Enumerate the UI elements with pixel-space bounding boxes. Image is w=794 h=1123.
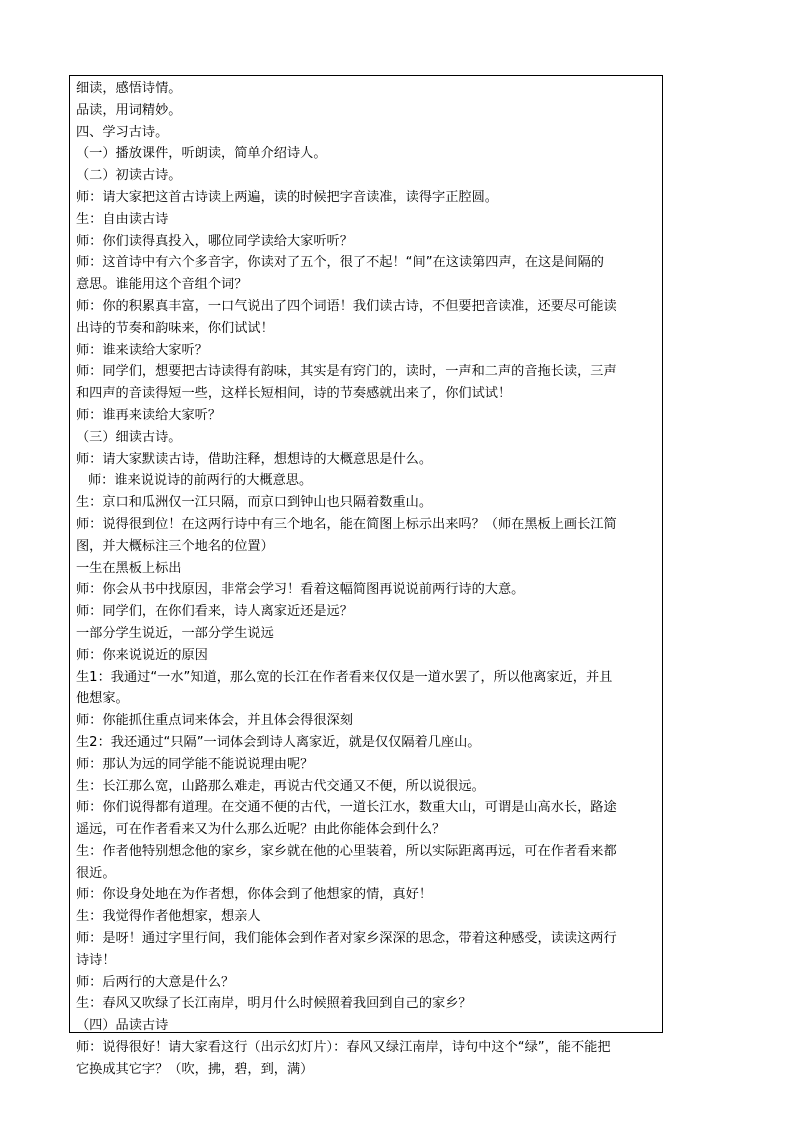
text-line: 细读，感悟诗情。	[76, 81, 182, 96]
text-line: 生：作者他特别想念他的家乡，家乡就在他的心里装着，所以实际距离再远，可在作者看来都	[76, 843, 617, 859]
text-line: 师：请大家把这首古诗读上两遍，读的时候把字音读准，读得字正腔圆。	[76, 189, 498, 205]
text-line: 生1：我通过“一水”知道，那么宽的长江在作者看来仅仅是一道水罢了，所以他离家近，并且	[76, 669, 613, 685]
text-line: 诗诗！	[76, 952, 116, 968]
text-line: 一生在黑板上标出	[76, 560, 182, 576]
text-line: 师：后两行的大意是什么？	[76, 974, 235, 990]
text-line: 师：你能抓住重点词来体会，并且体会得很深刻	[76, 713, 353, 729]
text-line: 师：谁来说说诗的前两行的大概意思。	[88, 473, 313, 489]
text-line: 四、学习古诗。	[76, 124, 169, 140]
text-line: 师：谁来读给大家听？	[76, 342, 208, 358]
text-line: 师：说得很好！请大家看这行（出示幻灯片）：春风又绿江南岸，诗句中这个“绿”，能不能把	[76, 1040, 611, 1056]
text-line: 一部分学生说近，一部分学生说远	[76, 625, 274, 641]
text-line: 师：那认为远的同学能不能说说理由呢？	[76, 756, 314, 772]
text-line: 生：我觉得作者他想家，想亲人	[76, 909, 261, 925]
text-line: 师：是呀！通过字里行间，我们能体会到作者对家乡深深的思念，带着这种感受，读读这两行	[76, 931, 617, 947]
text-line: 师：谁再来读给大家听？	[76, 407, 222, 423]
text-line: 师：这首诗中有六个多音字，你读对了五个，很了不起！“间”在这读第四声，在这是间隔的	[76, 255, 604, 271]
text-line: 遥远，可在作者看来又为什么那么近呢？由此你能体会到什么？	[76, 822, 446, 838]
text-line: 生2：我还通过“只隔”一词体会到诗人离家近，就是仅仅隔着几座山。	[76, 734, 481, 750]
text-line: 生：自由读古诗	[76, 211, 169, 227]
text-line: 师：你的积累真丰富，一口气说出了四个词语！我们读古诗，不但要把音读准，还要尽可能读	[76, 298, 617, 314]
text-line: 他想家。	[76, 691, 129, 707]
text-line: 意思。谁能用这个音组个词？	[76, 277, 248, 293]
text-line: 师：请大家默读古诗，借助注释，想想诗的大概意思是什么。	[76, 451, 433, 467]
text-line: 生：春风又吹绿了长江南岸，明月什么时候照着我回到自己的家乡？	[76, 996, 472, 1012]
text-line: （二）初读古诗。	[76, 168, 182, 184]
text-line: 师：你们读得真投入，哪位同学读给大家听听？	[76, 233, 353, 249]
text-line: （四）品读古诗	[76, 1018, 169, 1034]
text-line: 和四声的音读得短一些，这样长短相间，诗的节奏感就出来了，你们试试！	[76, 386, 512, 402]
text-line: 它换成其它字？（吹，拂，碧，到，满）	[76, 1061, 314, 1077]
text-line: （三）细读古诗。	[76, 429, 182, 445]
text-line: 师：你设身处地在为作者想，你体会到了他想家的情，真好！	[76, 887, 433, 903]
lesson-text-box	[69, 75, 663, 1077]
text-line: 师：同学们，在你们看来，诗人离家近还是远？	[76, 604, 353, 620]
text-line: 师：同学们，想要把古诗读得有韵味，其实是有窍门的，读时，一声和二声的音拖长读，三声	[76, 364, 617, 380]
text-line: 生：长江那么宽，山路那么难走，再说古代交通又不便，所以说很远。	[76, 778, 485, 794]
text-line: （一）播放课件，听朗读，简单介绍诗人。	[76, 146, 327, 162]
text-line: 很近。	[76, 865, 116, 881]
text-line: 师：你来说说近的原因	[76, 647, 208, 663]
text-line: 品读，用词精妙。	[76, 102, 182, 118]
text-line: 出诗的节奏和韵味来，你们试试！	[76, 320, 274, 336]
text-line: 生：京口和瓜洲仅一江只隔，而京口到钟山也只隔着数重山。	[76, 495, 433, 511]
text-line: 图，并大概标注三个地名的位置）	[76, 538, 274, 554]
text-line: 师：你会从书中找原因，非常会学习！看着这幅简图再说说前两行诗的大意。	[76, 582, 525, 598]
text-line: 师：你们说得都有道理。在交通不便的古代，一道长江水，数重大山，可谓是山高水长，路途	[76, 800, 617, 816]
text-line: 师：说得很到位！在这两行诗中有三个地名，能在简图上标示出来吗？（师在黑板上画长江简	[76, 516, 617, 532]
